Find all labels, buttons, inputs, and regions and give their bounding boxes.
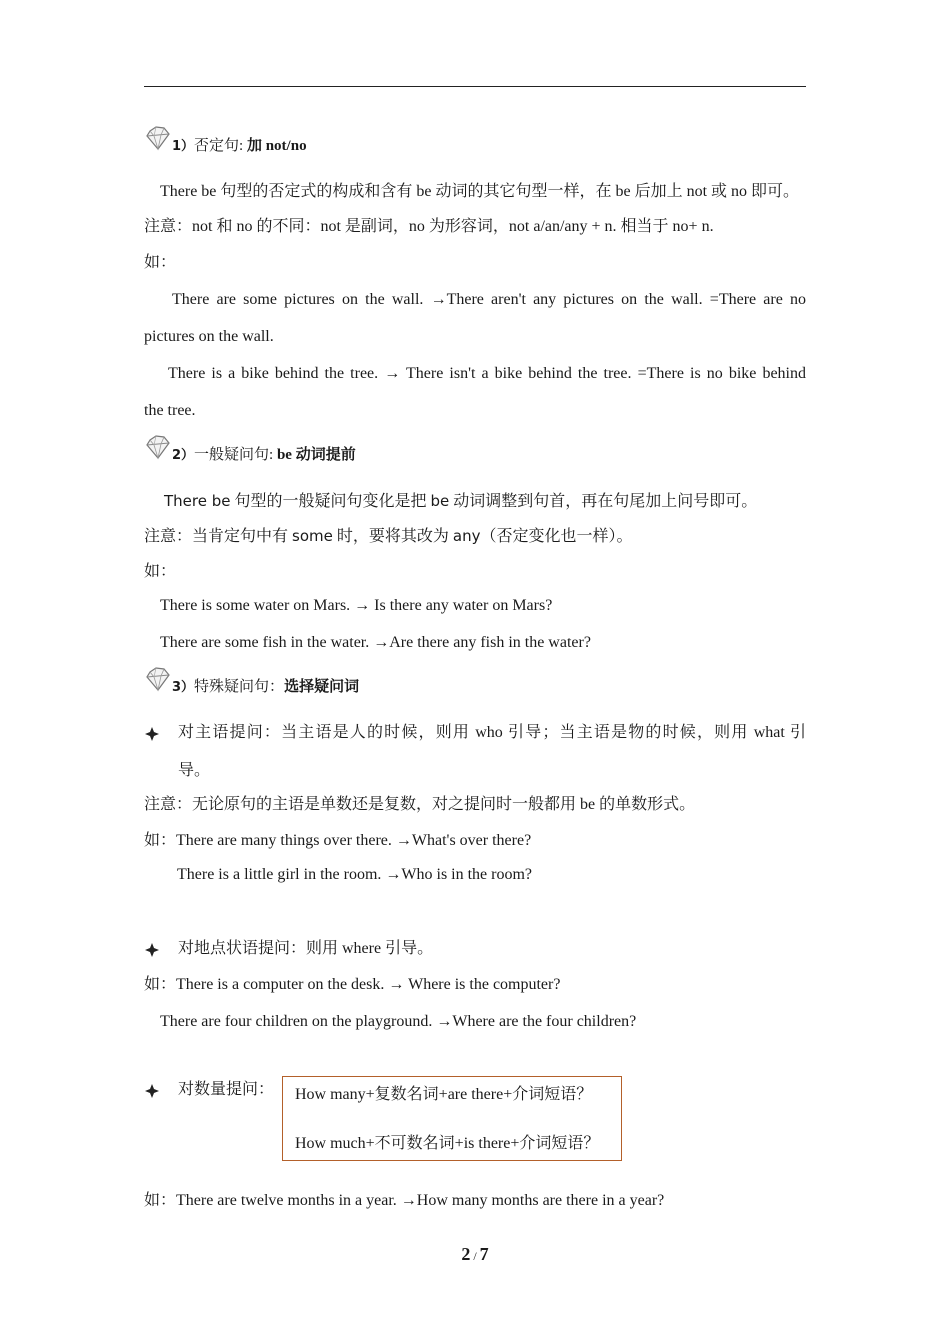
example-line: There are some fish in the water. →Are there any fish in the water? <box>160 634 591 651</box>
section-number: 2） <box>172 448 195 463</box>
section-title: 特殊疑问句： <box>194 679 285 695</box>
bullet-diamond-icon <box>145 1084 159 1098</box>
diamond-icon <box>144 665 172 693</box>
example-line: There are some pictures on the wall. →There aren't any pictures on the wall. =There are no <box>172 291 806 308</box>
example-label: 如： <box>144 254 177 271</box>
bullet-diamond-icon <box>145 727 159 741</box>
example-line: There is a bike behind the tree. → There isn't a bike behind the tree. =There is no bike behind <box>168 365 806 382</box>
page-number: 2 / 7 <box>461 1244 489 1264</box>
example-line: There is a little girl in the room. →Who is in the room? <box>177 866 533 883</box>
formula-line: How many+复数名词+are there+介词短语？ <box>295 1086 593 1103</box>
section-1-heading <box>172 136 307 157</box>
bullet-diamond-icon <box>145 943 159 957</box>
example-line: 如：There are many things over there. →What's over there? <box>144 832 532 849</box>
paragraph-note: 注意：当肯定句中有 some 时，要将其改为 any（否定变化也一样）。 <box>144 527 633 545</box>
total-pages: 7 <box>479 1244 489 1264</box>
section-title: 一般疑问句: <box>194 447 277 463</box>
example-line: 如：There is a computer on the desk. → Where is the computer? <box>144 976 561 993</box>
bullet-text: 对数量提问： <box>178 1081 275 1098</box>
section-number: 3） <box>172 680 195 695</box>
example-line: pictures on the wall. <box>144 328 274 345</box>
paragraph: There be 句型的否定式的构成和含有 be 动词的其它句型一样，在 be 后加上 not 或 no 即可。 <box>160 183 800 200</box>
section-title-bold: be 动词提前 <box>276 447 356 463</box>
section-title: 否定句: <box>194 138 247 154</box>
current-page: 2 <box>461 1244 471 1264</box>
bullet-text: 对地点状语提问：则用 where 引导。 <box>178 940 434 957</box>
header-rule <box>144 86 806 87</box>
example-line: There is some water on Mars. → Is there any water on Mars? <box>160 597 553 614</box>
paragraph-note: 注意：not 和 no 的不同：not 是副词，no 为形容词，not a/an/any + n. 相当于 no+ n. <box>144 218 714 235</box>
paragraph: There be 句型的一般疑问句变化是把 be 动词调整到句首，再在句尾加上问号即可。 <box>164 492 758 510</box>
formula-box <box>282 1076 622 1161</box>
example-line: There are four children on the playground. →Where are the four children? <box>160 1013 637 1030</box>
example-label: 如： <box>144 563 177 580</box>
paragraph-note: 注意：无论原句的主语是单数还是复数，对之提问时一般都用 be 的单数形式。 <box>144 796 696 813</box>
section-number: 1） <box>172 139 195 154</box>
section-2-heading <box>172 445 356 466</box>
diamond-icon <box>144 433 172 461</box>
section-3-heading <box>172 677 359 698</box>
diamond-icon <box>144 124 172 152</box>
example-line: the tree. <box>144 402 196 419</box>
formula-line: How much+不可数名词+is there+介词短语？ <box>295 1135 600 1152</box>
bullet-text: 对主语提问：当主语是人的时候，则用 who 引导；当主语是物的时候，则用 what 引 <box>178 724 806 741</box>
bullet-text: 导。 <box>178 762 211 779</box>
section-title-bold: 选择疑问词 <box>284 679 360 695</box>
section-title-bold: 加 not/no <box>246 138 307 154</box>
example-line: 如：There are twelve months in a year. →How many months are there in a year? <box>144 1192 665 1209</box>
